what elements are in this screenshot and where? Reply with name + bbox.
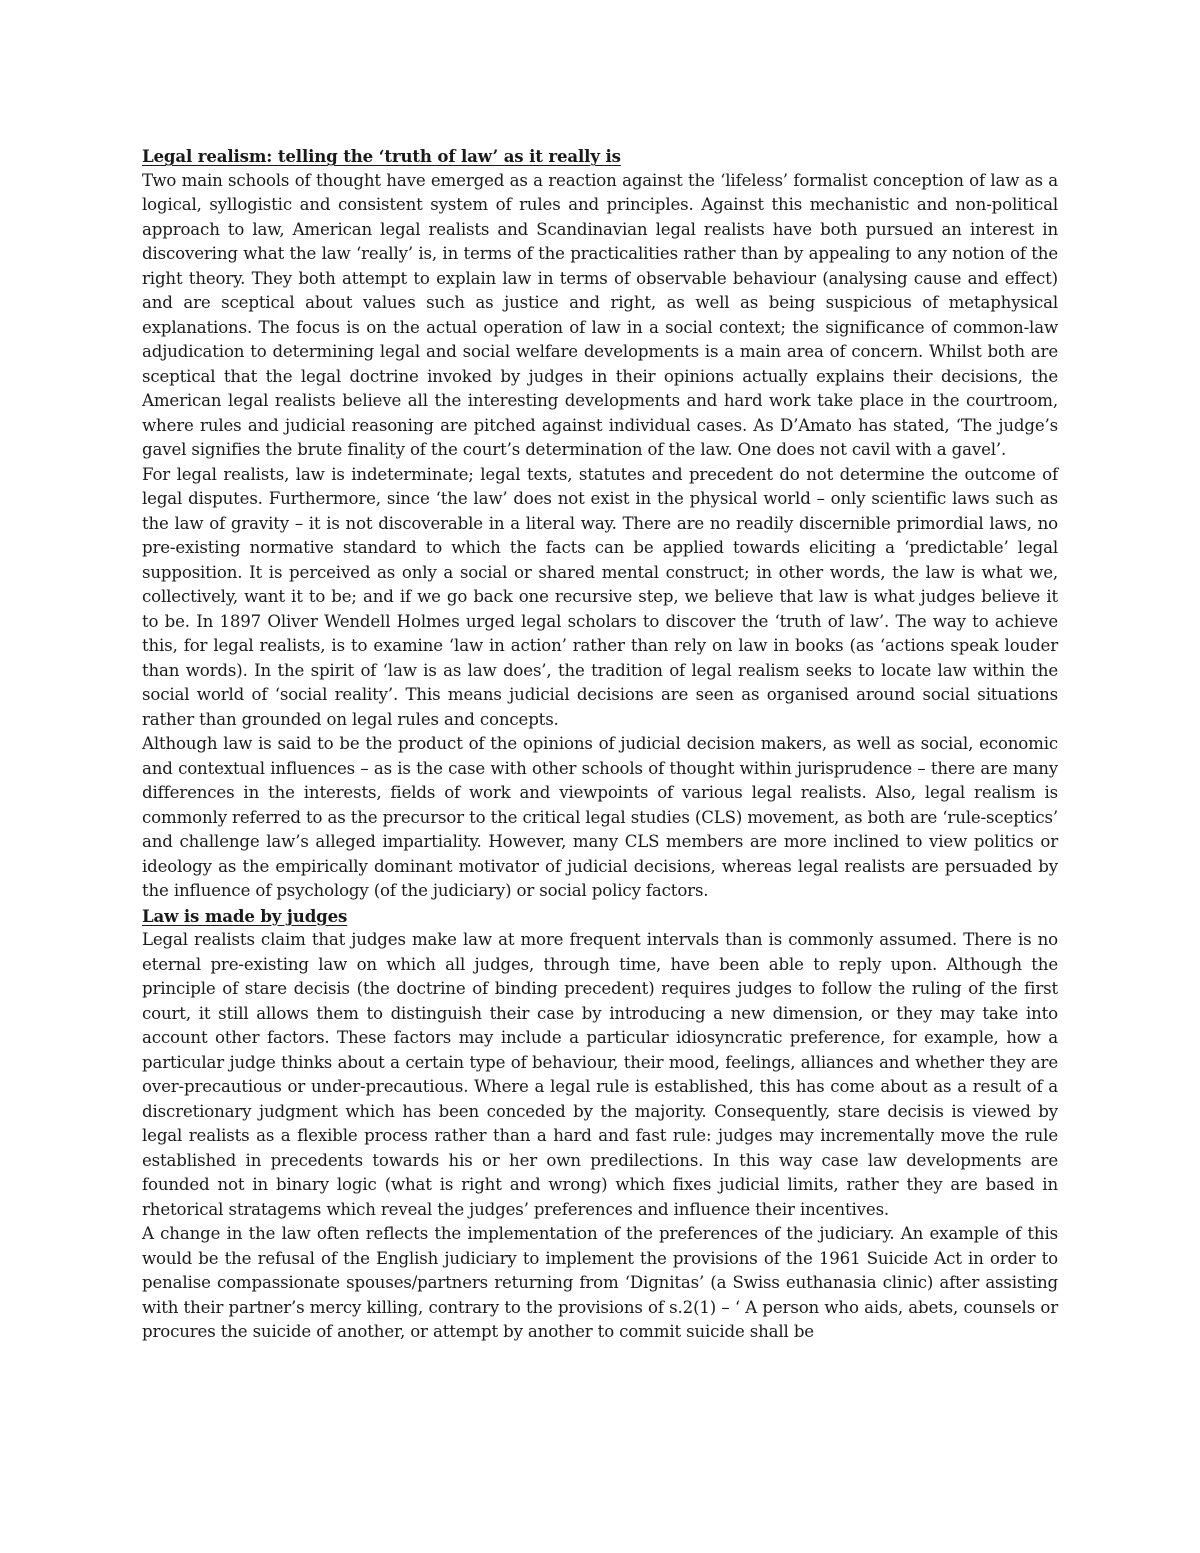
section-legal-realism <box>142 144 1058 904</box>
section-law-made-by-judges <box>142 904 1058 1345</box>
paragraph: A change in the law often reflects the implementation of the preferences of the judiciary. An example of this would be the refusal of the English judiciary to implement the provisions of the 1961 Suicide Act in order to penalise compassionate spouses/partners returning from ‘Dignitas’ (a Swiss euthanasia clinic) after assisting with their partner’s mercy killing, contrary to the provisions of s.2(1) – ‘ A person who aids, abets, counsels or procures the suicide of another, or attempt by another to commit suicide shall be <box>142 1224 1058 1341</box>
document-page <box>142 144 1058 1345</box>
paragraph: Although law is said to be the product of the opinions of judicial decision makers, as well as social, economic and contextual influences – as is the case with other schools of thought within jurisprudence – there are many differences in the interests, fields of work and viewpoints of various legal realists. Also, legal realism is commonly referred to as the precursor to the critical legal studies (CLS) movement, as both are ‘rule-sceptics’ and challenge law’s alleged impartiality. However, many CLS members are more inclined to view politics or ideology as the empirically dominant motivator of judicial decisions, whereas legal realists are persuaded by the influence of psychology (of the judiciary) or social policy factors. <box>142 734 1058 900</box>
paragraph: For legal realists, law is indeterminate; legal texts, statutes and precedent do not determine the outcome of legal disputes. Furthermore, since ‘the law’ does not exist in the physical world – only scientific laws such as the law of gravity – it is not discoverable in a literal way. There are no readily discernible primordial laws, no pre-existing normative standard to which the facts can be applied towards eliciting a ‘predictable’ legal supposition. It is perceived as only a social or shared mental construct; in other words, the law is what we, collectively, want it to be; and if we go back one recursive step, we believe that law is what judges believe it to be. In 1897 Oliver Wendell Holmes urged legal scholars to discover the ‘truth of law’. The way to achieve this, for legal realists, is to examine ‘law in action’ rather than rely on law in books (as ‘actions speak louder than words). In the spirit of ‘law is as law does’, the tradition of legal realism seeks to locate law within the social world of ‘social reality’. This means judicial decisions are seen as organised around social situations rather than grounded on legal rules and concepts. <box>142 464 1058 729</box>
paragraph: Legal realists claim that judges make law at more frequent intervals than is commonly assumed. There is no eternal pre-existing law on which all judges, through time, have been able to reply upon. Although the principle of stare decisis (the doctrine of binding precedent) requires judges to follow the ruling of the first court, it still allows them to distinguish their case by introducing a new dimension, or they may take into account other factors. These factors may include a particular idiosyncratic preference, for example, how a particular judge thinks about a certain type of behaviour, their mood, feelings, alliances and whether they are over-precautious or under-precautious. Where a legal rule is established, this has come about as a result of a discretionary judgment which has been conceded by the majority. Consequently, stare decisis is viewed by legal realists as a flexible process rather than a hard and fast rule: judges may incrementally move the rule established in precedents towards his or her own predilections. In this way case law developments are founded not in binary logic (what is right and wrong) which fixes judicial limits, rather they are based in rhetorical stratagems which reveal the judges’ preferences and influence their incentives. <box>142 930 1058 1219</box>
section-heading: Legal realism: telling the ‘truth of law’ as it really is <box>142 146 621 166</box>
paragraph: Two main schools of thought have emerged as a reaction against the ‘lifeless’ formalist conception of law as a logical, syllogistic and consistent system of rules and principles. Against this mechanistic and non-political approach to law, American legal realists and Scandinavian legal realists have both pursued an interest in discovering what the law ‘really’ is, in terms of the practicalities rather than by appealing to any notion of the right theory. They both attempt to explain law in terms of observable behaviour (analysing cause and effect) and are sceptical about values such as justice and right, as well as being suspicious of metaphysical explanations. The focus is on the actual operation of law in a social context; the significance of common-law adjudication to determining legal and social welfare developments is a main area of concern. Whilst both are sceptical that the legal doctrine invoked by judges in their opinions actually explains their decisions, the American legal realists believe all the interesting developments and hard work take place in the courtroom, where rules and judicial reasoning are pitched against individual cases. As D’Amato has stated, ‘The judge’s gavel signifies the brute finality of the court’s determination of the law. One does not cavil with a gavel’. <box>142 170 1058 459</box>
section-heading: Law is made by judges <box>142 905 348 926</box>
